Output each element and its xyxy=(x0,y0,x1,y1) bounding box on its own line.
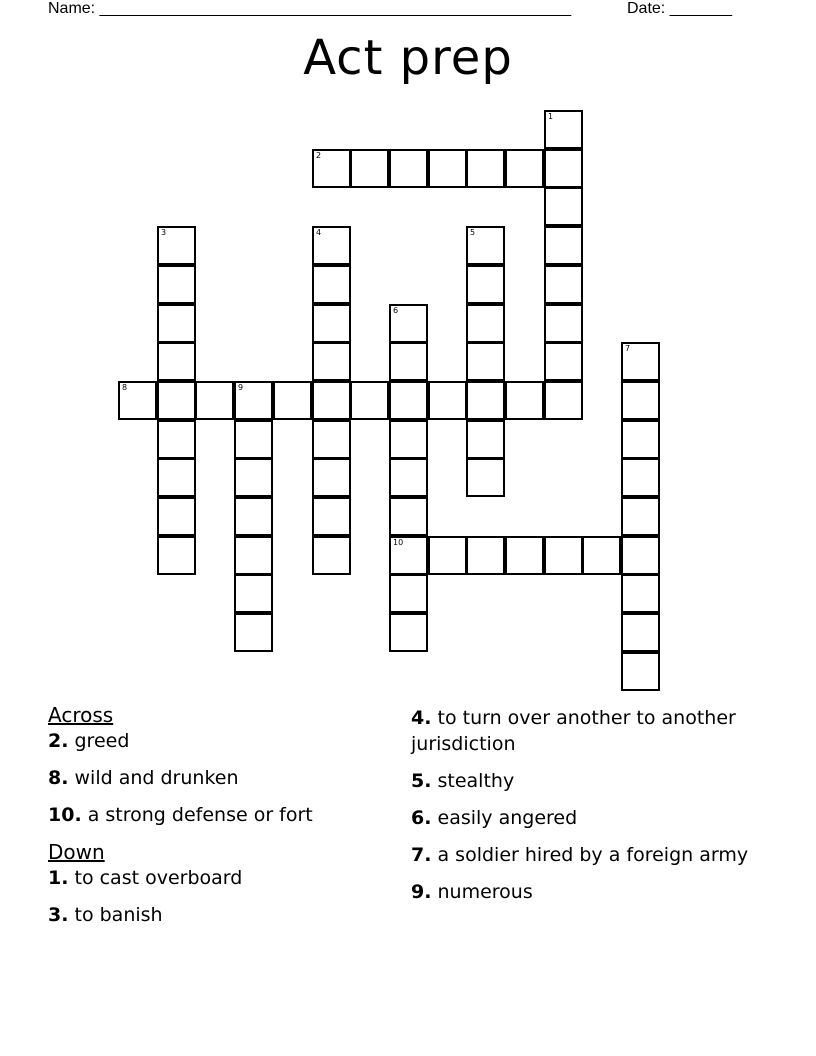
grid-cell xyxy=(389,381,428,420)
across-clue-list xyxy=(48,728,398,828)
clue-text: to turn over another to another jurisdiction xyxy=(411,707,736,755)
grid-cell xyxy=(234,497,273,536)
grid-cell xyxy=(157,265,196,304)
clues-right-column xyxy=(411,705,761,916)
clue-text: numerous xyxy=(437,881,533,903)
cell-number: 3 xyxy=(161,228,167,237)
clue-text: greed xyxy=(74,730,130,752)
cell-number: 10 xyxy=(393,538,404,547)
clue-item xyxy=(48,802,398,828)
grid-cell xyxy=(466,420,505,459)
down-heading: Down xyxy=(48,840,105,864)
grid-cell xyxy=(157,342,196,381)
grid-cell xyxy=(389,149,428,188)
grid-cell xyxy=(621,536,660,575)
grid-cell xyxy=(157,536,196,575)
grid-cell xyxy=(234,420,273,459)
grid-cell xyxy=(544,149,583,188)
grid-cell xyxy=(312,381,351,420)
grid-cell xyxy=(350,149,389,188)
grid-cell xyxy=(544,187,583,226)
grid-cell xyxy=(466,149,505,188)
clue-number: 4. xyxy=(411,707,432,729)
clue-text: to cast overboard xyxy=(74,867,243,889)
clue-item xyxy=(48,902,398,928)
grid-cell xyxy=(466,304,505,343)
grid-cell xyxy=(312,342,351,381)
grid-cell xyxy=(157,226,196,265)
grid-cell xyxy=(621,381,660,420)
cell-number: 7 xyxy=(625,344,631,353)
grid-cell xyxy=(273,381,312,420)
clue-item xyxy=(411,842,761,868)
grid-cell xyxy=(544,536,583,575)
cell-number: 4 xyxy=(316,228,322,237)
clue-text: to banish xyxy=(74,904,163,926)
clue-item xyxy=(411,768,761,794)
clue-number: 10. xyxy=(48,804,82,826)
clue-text: stealthy xyxy=(437,770,515,792)
grid-cell xyxy=(466,342,505,381)
grid-cell xyxy=(544,110,583,149)
down-clue-list-left xyxy=(48,865,398,928)
clue-number: 7. xyxy=(411,844,432,866)
clue-number: 3. xyxy=(48,904,69,926)
grid-cell xyxy=(466,226,505,265)
grid-cell xyxy=(621,342,660,381)
cell-number: 1 xyxy=(548,112,554,121)
grid-cell xyxy=(544,265,583,304)
grid-cell xyxy=(389,342,428,381)
grid-cell xyxy=(466,381,505,420)
grid-cell xyxy=(195,381,234,420)
clue-number: 2. xyxy=(48,730,69,752)
clue-text: wild and drunken xyxy=(74,767,239,789)
clue-number: 1. xyxy=(48,867,69,889)
grid-cell xyxy=(621,613,660,652)
grid-cell xyxy=(350,381,389,420)
grid-cell xyxy=(312,420,351,459)
grid-cell xyxy=(312,149,351,188)
grid-cell xyxy=(157,458,196,497)
grid-cell xyxy=(312,226,351,265)
grid-cell xyxy=(505,381,544,420)
clue-number: 9. xyxy=(411,881,432,903)
cell-number: 5 xyxy=(470,228,476,237)
grid-cell xyxy=(157,304,196,343)
grid-cell xyxy=(234,536,273,575)
grid-cell xyxy=(582,536,621,575)
grid-cell xyxy=(312,536,351,575)
grid-cell xyxy=(428,149,467,188)
grid-cell xyxy=(234,458,273,497)
grid-cell xyxy=(389,574,428,613)
down-clue-list-right xyxy=(411,705,761,905)
grid-cell xyxy=(157,420,196,459)
clue-item xyxy=(48,765,398,791)
grid-cell xyxy=(428,536,467,575)
grid-cell xyxy=(544,226,583,265)
grid-cell xyxy=(466,265,505,304)
clues-left-column xyxy=(48,702,398,939)
grid-cell xyxy=(389,420,428,459)
grid-cell xyxy=(389,497,428,536)
grid-cell xyxy=(466,536,505,575)
grid-cell xyxy=(621,458,660,497)
grid-cell xyxy=(621,420,660,459)
clue-text: easily angered xyxy=(437,807,578,829)
clue-number: 6. xyxy=(411,807,432,829)
grid-cell xyxy=(157,381,196,420)
cell-number: 8 xyxy=(122,383,128,392)
grid-cell xyxy=(505,536,544,575)
clue-item xyxy=(411,705,761,757)
cell-number: 9 xyxy=(238,383,244,392)
clue-number: 8. xyxy=(48,767,69,789)
clue-text: a soldier hired by a foreign army xyxy=(437,844,749,866)
grid-cell xyxy=(389,458,428,497)
grid-cell xyxy=(157,497,196,536)
clue-item xyxy=(48,865,398,891)
grid-cell xyxy=(312,265,351,304)
grid-cell xyxy=(544,304,583,343)
grid-cell xyxy=(389,536,428,575)
date-field-line: Date: _______ xyxy=(627,0,732,17)
grid-cell xyxy=(389,304,428,343)
grid-cell xyxy=(234,574,273,613)
grid-cell xyxy=(312,458,351,497)
grid-cell xyxy=(234,381,273,420)
grid-cell xyxy=(621,497,660,536)
grid-cell xyxy=(312,497,351,536)
grid-cell xyxy=(544,342,583,381)
across-heading: Across xyxy=(48,703,114,727)
grid-cell xyxy=(544,381,583,420)
grid-cell xyxy=(234,613,273,652)
clue-item xyxy=(48,728,398,754)
cell-number: 2 xyxy=(316,151,322,160)
grid-cell xyxy=(389,613,428,652)
clue-text: a strong defense or fort xyxy=(87,804,313,826)
grid-cell xyxy=(505,149,544,188)
grid-cell xyxy=(466,458,505,497)
grid-cell xyxy=(428,381,467,420)
page-title: Act prep xyxy=(303,30,513,86)
grid-cell xyxy=(118,381,157,420)
grid-cell xyxy=(621,574,660,613)
grid-cell xyxy=(312,304,351,343)
name-field-line: Name: _____________________________________________________ xyxy=(48,0,572,17)
clue-number: 5. xyxy=(411,770,432,792)
clue-item xyxy=(411,879,761,905)
grid-cell xyxy=(621,652,660,691)
clue-item xyxy=(411,805,761,831)
cell-number: 6 xyxy=(393,306,399,315)
